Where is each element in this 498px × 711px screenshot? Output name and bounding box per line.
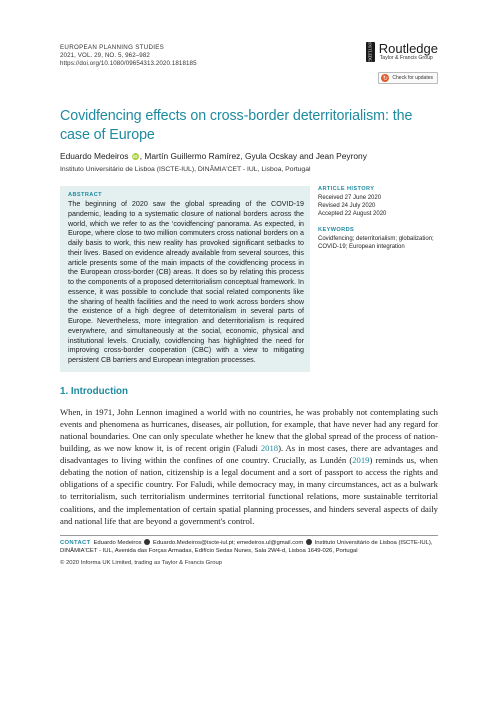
publisher-name: Routledge bbox=[378, 41, 438, 56]
email-icon bbox=[144, 539, 150, 545]
abstract-label: ABSTRACT bbox=[68, 192, 102, 198]
contact-address: Instituto Universitário de Lisboa (ISCTE-IUL), DINÂMIA'CET - IUL, Avenida das Forças Armadas, Edifício Sedas Nunes, Sala 2W4-d, Lisboa 1649-026, Portugal bbox=[60, 539, 433, 554]
other-authors: , Martín Guillermo Ramírez, Gyula Ocskay and Jean Peyrony bbox=[139, 151, 367, 161]
address-icon bbox=[306, 539, 312, 545]
history-label: ARTICLE HISTORY bbox=[318, 186, 375, 192]
check-updates-label: Check for updates bbox=[392, 75, 433, 81]
citation-link-lunden[interactable]: 2019 bbox=[352, 455, 370, 466]
history-revised: Revised 24 July 2020 bbox=[318, 203, 376, 210]
introduction-paragraph bbox=[60, 406, 438, 527]
contact-name: Eduardo Medeiros bbox=[93, 539, 142, 546]
journal-doi[interactable]: https://doi.org/10.1080/09654313.2020.1818185 bbox=[60, 60, 197, 68]
article-history bbox=[318, 186, 434, 219]
section-heading-introduction: 1. Introduction bbox=[60, 385, 129, 397]
publisher-block bbox=[366, 42, 438, 84]
intro-cite-name: Faludi bbox=[235, 443, 261, 454]
contact-email[interactable]: Eduardo.Medeiros@iscte-iul.pt; emedeiros.ul@gmail.com bbox=[152, 539, 304, 546]
intro-text-2: ). As in most cases, there are advantages and disadvantages to living within the confines of one country. Crucially, as Lundén ( bbox=[60, 443, 438, 466]
article-sidebar bbox=[318, 186, 434, 372]
intro-text-1: When, in 1971, John Lennon imagined a world with no countries, he was probably not contemplating such events and phenomena as hurricanes, diseases, air pollution, for example, that have never had any regard for national boundaries. One can only speculate whether he knew that the global spread of the process of nation-building, as we now know it, is of recent origin ( bbox=[60, 406, 438, 454]
journal-meta bbox=[60, 44, 197, 69]
abstract-row bbox=[60, 186, 438, 372]
routledge-logo bbox=[366, 42, 438, 62]
orcid-icon[interactable]: iD bbox=[133, 154, 138, 159]
keywords-label: KEYWORDS bbox=[318, 226, 355, 233]
journal-citation: 2021, VOL. 29, NO. 5, 962–982 bbox=[60, 52, 150, 60]
journal-name: EUROPEAN PLANNING STUDIES bbox=[60, 44, 165, 51]
article-title: Covidfencing effects on cross-border deterritorialism: the case of Europe bbox=[60, 108, 413, 143]
affiliation: Instituto Universitário de Lisboa (ISCTE-IUL), DINÂMIA'CET - IUL, Lisboa, Portugal bbox=[60, 166, 311, 173]
contact-label: CONTACT bbox=[60, 539, 91, 546]
footnote-divider bbox=[60, 535, 438, 536]
history-accepted: Accepted 22 August 2020 bbox=[318, 211, 387, 218]
copyright-notice: © 2020 Informa UK Limited, trading as Taylor & Francis Group bbox=[60, 560, 223, 567]
contact-block bbox=[60, 539, 438, 555]
citation-link-faludi[interactable]: 2018 bbox=[260, 443, 279, 454]
check-updates-icon: ↻ bbox=[382, 75, 388, 82]
author-list bbox=[60, 151, 438, 162]
check-for-updates-button[interactable] bbox=[378, 72, 438, 84]
history-received: Received 27 June 2020 bbox=[318, 195, 382, 201]
keywords-block bbox=[318, 227, 434, 251]
header-row bbox=[60, 40, 438, 84]
abstract-text: The beginning of 2020 saw the global spreading of the COVID-19 pandemic, leading to a systematic closure of national borders across the world, which we refer to as the ‘covidfencing’ panorama. As expected, in Europe, where close to two million commuters cross national borders on a daily basis to work, this new reality has provoked significant setbacks to their lives. Based on evidence already available from several sources, this article presents some of the main impacts of the covidfencing process in the European cross-border (CB) areas. It does so by relating this process to the components of a proposed deterritorialism conceptual framework. In essence, it was possible to conclude that social related components like the sharing of health facilities and the need to work across borders show the existence of a high degree of deterritorialism in several parts of Europe. Nevertheless, more integration and deterritorialism is required everywhere, and simultaneously at the social, economic, physical and institutional levels. Crucially, covidfencing has highlighted the need for improving cross-border cooperation (CBC) with a view to mitigating persistent CB barriers and European integration processes. bbox=[68, 200, 304, 364]
keywords-text: Covidfencing; deterritorialism; globalization; COVID-19; European integration bbox=[318, 235, 434, 250]
intro-text-3: ) reminds us, when debating the notion of nation, citizenship is a legal document and a sort of passport to access the rights and obligations of a specific country. For Faludi, while democracy may, in many circumstances, act as a bulwark to territorialism, such territorialism undermines territorial functional relations, more sustainable territorial coalitions, and the implementation of certain spatial planning processes, and hinders several aspects of daily and national life that are beyond a government's control. bbox=[60, 455, 438, 526]
publisher-group: Taylor & Francis Group bbox=[379, 55, 433, 61]
routledge-mark-icon: ROUTLEDGE bbox=[367, 40, 373, 64]
abstract-box bbox=[60, 186, 310, 372]
first-author[interactable]: Eduardo Medeiros bbox=[60, 151, 129, 161]
